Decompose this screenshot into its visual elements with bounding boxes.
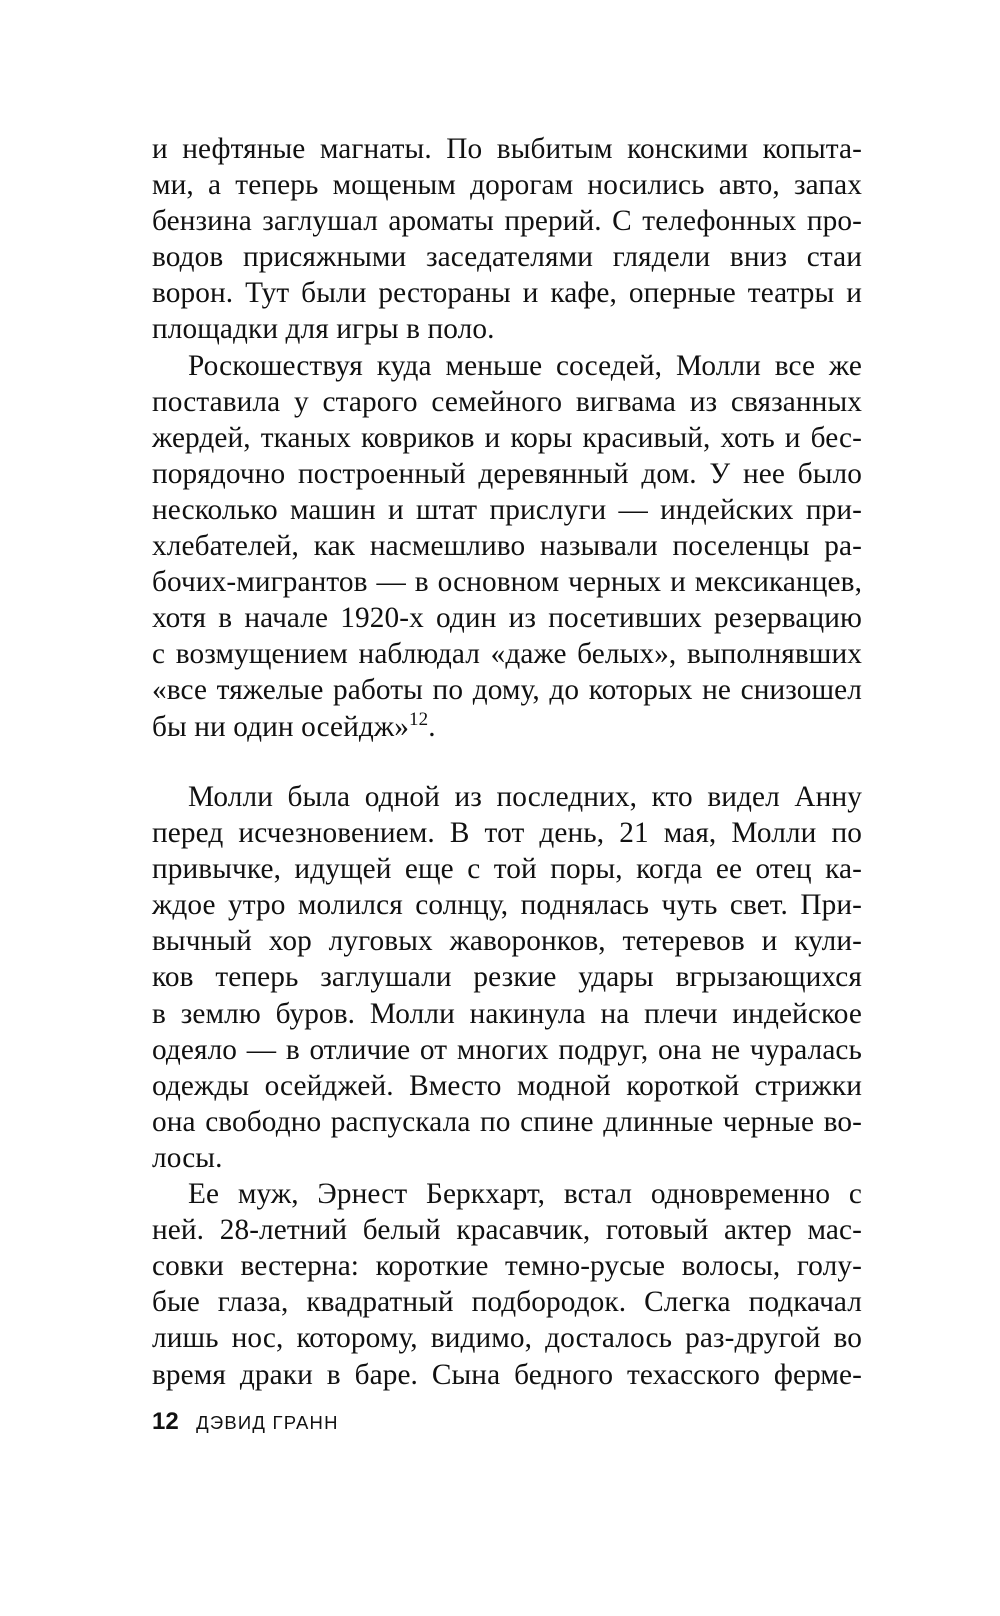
text-line: Роскошествуя куда меньше соседей, Молли все же bbox=[188, 349, 862, 382]
text-line: «все тяжелые работы по дому, до которых не снизошел bbox=[152, 674, 862, 707]
text-line: время драки в баре. Сына бедного техасского ферме- bbox=[152, 1358, 862, 1391]
text-line: Молли была одной из последних, кто видел Анну bbox=[188, 781, 862, 813]
text-line: Ее муж, Эрнест Беркхарт, встал одновременно с bbox=[188, 1178, 862, 1211]
footnote-punctuation: . bbox=[428, 710, 436, 743]
text-block-bottom bbox=[152, 779, 862, 1393]
text-line: бочих-мигрантов — в основном черных и мексиканцев, bbox=[152, 566, 862, 599]
text-line: лишь нос, которому, видимо, досталось раз-другой во bbox=[152, 1322, 862, 1355]
text-line: площадки для игры в поло. bbox=[152, 313, 495, 346]
page-number: 12 bbox=[152, 1408, 179, 1435]
text-line: с возмущением наблюдал «даже белых», выполнявших bbox=[152, 638, 862, 671]
running-head-author: ДЭВИД ГРАНН bbox=[196, 1412, 339, 1433]
text-line: ждое утро молился солнцу, поднялась чуть свет. При- bbox=[152, 889, 862, 922]
text-line: одежды осейджей. Вместо модной короткой стрижки bbox=[152, 1069, 862, 1102]
text-line: вычный хор луговых жаворонков, тетеревов и кули- bbox=[152, 925, 862, 958]
text-line: ков теперь заглушали резкие удары вгрызающихся bbox=[152, 961, 862, 994]
text-line: лосы. bbox=[152, 1141, 223, 1174]
text-line: жердей, тканых ковриков и коры красивый, хоть и бес- bbox=[152, 421, 862, 454]
text-line: ворон. Тут были рестораны и кафе, оперные театры и bbox=[152, 277, 862, 310]
text-block-top bbox=[152, 131, 862, 745]
page-footer bbox=[152, 1408, 339, 1436]
text-line: перед исчезновением. В тот день, 21 мая, Молли по bbox=[152, 817, 862, 850]
text-line: совки вестерна: короткие темно-русые волосы, голу- bbox=[152, 1250, 862, 1283]
text-line: бые глаза, квадратный подбородок. Слегка подкачал bbox=[152, 1286, 862, 1319]
text-line: ней. 28-летний белый красавчик, готовый актер мас- bbox=[152, 1214, 862, 1247]
text-line: бензина заглушал ароматы прерий. С телефонных про- bbox=[152, 205, 862, 238]
text-line: несколько машин и штат прислуги — индейских при- bbox=[152, 493, 862, 526]
text-line-with-footnote bbox=[152, 709, 862, 745]
text-line: хлебателей, как насмешливо называли поселенцы ра- bbox=[152, 530, 862, 563]
text-line: она свободно распускала по спине длинные черные во- bbox=[152, 1105, 862, 1138]
text-line: поставила у старого семейного вигвама из связанных bbox=[152, 385, 862, 418]
text-line: порядочно построенный деревянный дом. У нее было bbox=[152, 457, 862, 490]
text-line: водов присяжными заседателями глядели вниз стаи bbox=[152, 241, 862, 274]
text-line: хотя в начале 1920-х один из посетивших резервацию bbox=[152, 602, 862, 635]
footnote-reference: 12 bbox=[409, 708, 429, 730]
text-line: бы ни один осейдж» bbox=[152, 710, 410, 743]
text-line: одеяло — в отличие от многих подруг, она не чуралась bbox=[152, 1033, 862, 1066]
text-line: и нефтяные магнаты. По выбитым конскими копыта- bbox=[152, 133, 862, 165]
text-line: ми, а теперь мощеным дорогам носились авто, запах bbox=[152, 169, 862, 202]
text-line: привычке, идущей еще с той поры, когда ее отец ка- bbox=[152, 853, 862, 886]
text-line: в землю буров. Молли накинула на плечи индейское bbox=[152, 997, 862, 1030]
